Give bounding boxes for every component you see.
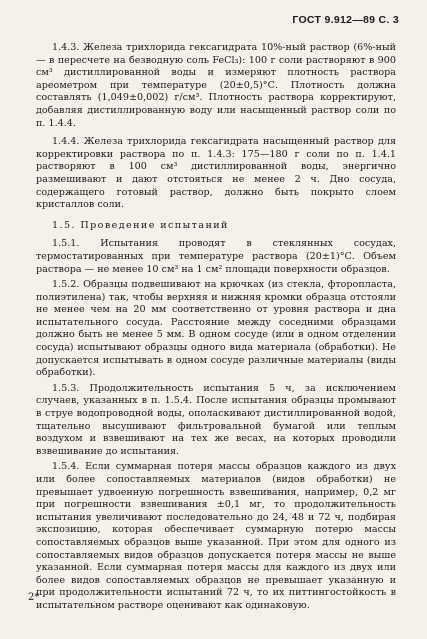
paragraph-1-5-3: 1.5.3. Продолжительность испытания 5 ч, за исключением случаев, указанных в п. 1.5.4. После испытания образцы промывают в струе водопроводной воды, ополаскивают дистиллированной водой, тщательно высушивают фильтровальной бумагой или теплым воздухом и взвешивают на тех же весах, на которых проводили взвешивание до испытания.	[36, 382, 396, 457]
page-footer-mark: 2*	[28, 592, 40, 603]
document-body	[36, 42, 396, 616]
section-heading: 1.5. Проведение испытаний	[52, 219, 229, 231]
paragraph-1-5-1: 1.5.1. Испытания проводят в стеклянных сосудах, термостатированных при температуре раствора (20±1)°С. Объем раствора — не менее 10 см³ на 1 см² площади поверхности образцов.	[36, 238, 396, 275]
paragraph-1-5-2: 1.5.2. Образцы подвешивают на крючках (из стекла, фторопласта, полиэтилена) так, чтобы верхняя и нижняя кромки образца отстояли не менее чем на 20 мм соответственно от уровня раствора и дна испытательного сосуда. Расстояние между соседними образцами должно быть не менее 5 мм. В одном сосуде (или в одном отделении сосуда) испытывают образцы одного вида материала (обработки). Не допускается испытывать в одном сосуде различные материалы (виды обработки).	[36, 279, 396, 379]
paragraph-1-4-4: 1.4.4. Железа трихлорида гексагидрата насыщенный раствор для корректировки раствора по п. 1.4.3: 175—180 г соли по п. 1.4.1 растворяют в 100 см³ дистиллированной воды, энергично размешивают и дают отстояться не менее 2 ч. Дно сосуда, содержащего готовый раствор, должно быть покрыто слоем кристаллов соли.	[36, 136, 396, 211]
document-header: ГОСТ 9.912—89 С. 3	[292, 14, 399, 26]
paragraph-1-4-3: 1.4.3. Железа трихлорида гексагидрата 10%-ный раствор (6%-ный — в пересчете на безводную соль FeCl₃): 100 г соли растворяют в 900 см³ дистиллированной воды и измеряют плотность раствора ареометром при температуре (20±0,5)°С. Плотность должна составлять (1,049±0,002) г/см³. Плотность раствора корректируют, добавляя дистиллированную воду или насыщенный раствор соли по п. 1.4.4.	[36, 42, 396, 129]
paragraph-1-5-4: 1.5.4. Если суммарная потеря массы образцов каждого из двух или более сопоставляемых материалов (видов обработки) не превышает удвоенную погрешность взвешивания, например, 0,2 мг при погрешности взвешивания ±0,1 мг, то продолжительность испытания увеличивают последовательно до 24, 48 и 72 ч, подбирая экспозицию, которая обеспечивает суммарную потерю массы сопоставляемых образцов выше указанной. При этом для одного из сопоставляемых видов образцов допускается потеря массы не выше указанной. Если суммарная потеря массы для каждого из двух или более видов сопоставляемых образцов не превышает указанную и при продолжительности испытаний 72 ч, то их питтингостойкость в испытательном растворе оценивают как одинаковую.	[36, 461, 396, 611]
